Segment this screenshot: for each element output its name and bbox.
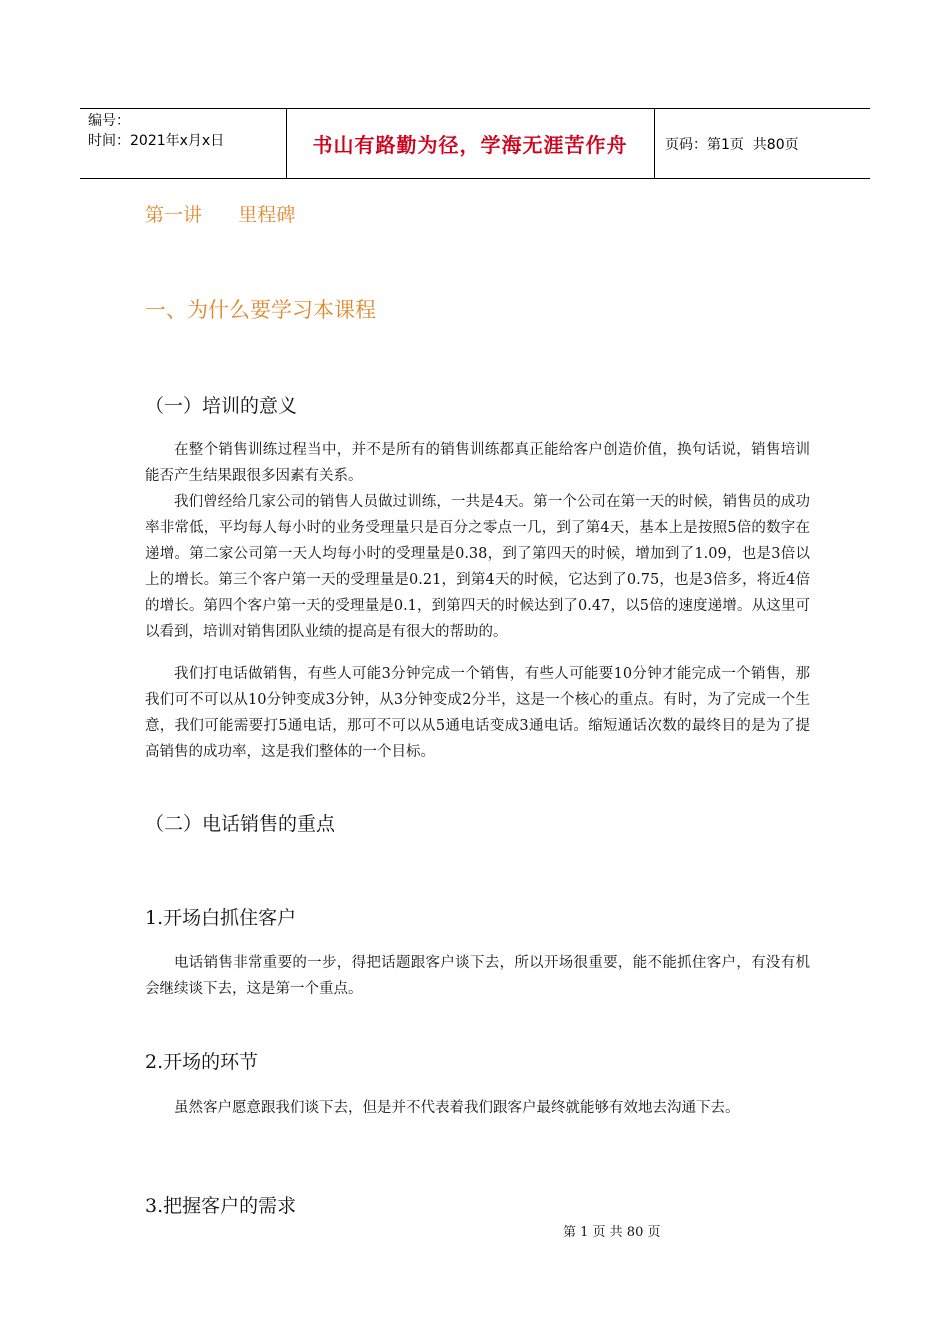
paragraph: 我们曾经给几家公司的销售人员做过训练，一共是4天。第一个公司在第一天的时候，销售员的成功率非常低，平均每人每小时的业务受理量只是百分之零点一几，到了第4天，基本上是按照5倍的数字在递增。第二家公司第一天人均每小时的受理量是0.38，到了第四天的时候，增加到了1.09，也是3倍以上的增长。第三个客户第一天的受理量是0.21，到第4天的时候，它达到了0.75，也是3倍多，将近4倍的增长。第四个客户第一天的受理量是0.1，到第四天的时候达到了0.47，以5倍的速度递增。从这里可以看到，培训对销售团队业绩的提高是有很大的帮助的。 bbox=[145, 494, 810, 640]
header-page-info: 页码：第1页 共80页 bbox=[665, 136, 799, 153]
item-heading: 1.开场白抓住客户 bbox=[145, 907, 297, 929]
paragraph: 我们打电话做销售，有些人可能3分钟完成一个销售，有些人可能要10分钟才能完成一个销售，那我们可不可以从10分钟变成3分钟，从3分钟变成2分半，这是一个核心的重点。有时，为了完成一个生意，我们可能需要打5通电话，那可不可以从5通电话变成3通电话。缩短通话次数的最终目的是为了提高销售的成功率，这是我们整体的一个目标。 bbox=[145, 666, 810, 760]
paragraph: 电话销售非常重要的一步，得把话题跟客户谈下去，所以开场很重要，能不能抓住客户，有没有机会继续谈下去，这是第一个重点。 bbox=[145, 955, 810, 997]
item-heading: 2.开场的环节 bbox=[145, 1051, 259, 1073]
section-heading: 一、为什么要学习本课程 bbox=[145, 298, 376, 322]
subsection-heading: （一）培训的意义 bbox=[145, 395, 298, 417]
header-meta bbox=[88, 111, 283, 151]
document-time-label: 时间：2021年x月x日 bbox=[88, 133, 225, 149]
lecture-title: 第一讲 里程碑 bbox=[145, 204, 296, 226]
document-number-label: 编号： bbox=[88, 113, 130, 129]
document-header bbox=[80, 108, 870, 179]
item-heading: 3.把握客户的需求 bbox=[145, 1195, 297, 1217]
paragraph: 虽然客户愿意跟我们谈下去，但是并不代表着我们跟客户最终就能够有效地去沟通下去。 bbox=[174, 1100, 740, 1116]
paragraph: 在整个销售训练过程当中，并不是所有的销售训练都真正能给客户创造价值，换句话说，销售培训能否产生结果跟很多因素有关系。 bbox=[145, 442, 810, 484]
page-footer: 第 1 页 共 80 页 bbox=[563, 1225, 661, 1240]
header-motto: 书山有路勤为径，学海无涯苦作舟 bbox=[312, 133, 628, 157]
header-divider bbox=[654, 109, 655, 178]
subsection-heading: （二）电话销售的重点 bbox=[145, 813, 336, 835]
